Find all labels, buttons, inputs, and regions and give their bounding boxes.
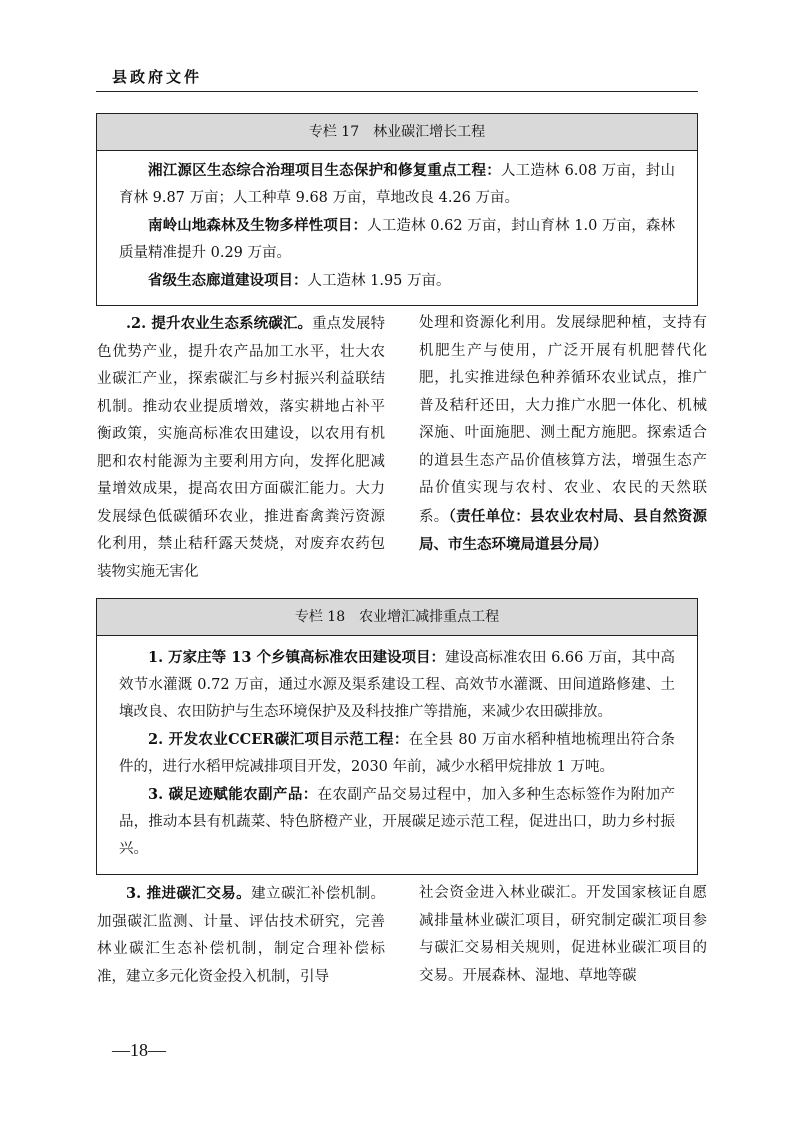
box-paragraph [119,157,675,212]
box-body [97,151,697,295]
box-paragraph [119,212,675,267]
body-column-right [419,310,707,560]
paragraph-lead: 2. 开发农业CCER碳汇项目示范工程： [148,731,409,748]
paragraph-text: 在农副产品交易过程中，加入多种生态标签作为附加产品，推动本县有机蔬菜、特色脐橙产业，开展碳足迹示范工程，促进出口，助力乡村振兴。 [119,787,675,857]
box-paragraph [119,644,675,726]
paragraph-text: 建设高标准农田 6.66 万亩，其中高效节水灌溉 0.72 万亩，通过水源及渠系建设工程、高效节水灌溉、田间道路修建、土壤改良、农田防护与生态环境保护及及科技推广等措施，来减少农田碳排放。 [119,650,675,720]
box-title: 专栏 18 农业增汇减排重点工程 [97,599,697,636]
box-title: 专栏 17 林业碳汇增长工程 [97,114,697,151]
column-box-17 [96,113,698,306]
box-paragraph [119,781,675,863]
paragraph-text: 建立碳汇补偿机制。加强碳汇监测、计量、评估技术研究，完善林业碳汇生态补偿机制，制定合理补偿标准，建立多元化资金投入机制，引导 [97,886,385,985]
paragraph-text: 人工造林 1.95 万亩。 [307,273,451,289]
page-number: —18— [112,1040,166,1060]
box-paragraph [119,726,675,781]
paragraph-text: 处理和资源化利用。发展绿肥种植，支持有机肥生产与使用，广泛开展有机肥替代化肥，扎实推进绿色种养循环农业试点，推广普及秸秆还田，大力推广水肥一体化、机械深施、叶面施肥、测土配方施肥。探索适合的道县生态产品价值核算方法，增强生态产品价值实现与农村、农业、农民的天然联系。 [419,315,707,525]
body-column-right [419,880,707,990]
header-title: 县政府文件 [112,68,203,86]
paragraph-lead: 湘江源区生态综合治理项目生态保护和修复重点工程： [148,162,501,179]
body-paragraph [97,880,385,991]
body-paragraph [97,310,385,586]
paragraph-lead: 南岭山地森林及生物多样性项目： [148,217,368,234]
body-paragraph [419,310,707,560]
paragraph-lead: 省级生态廊道建设项目： [148,272,308,289]
paragraph-text: 在全县 80 万亩水稻种植地梳理出符合条件的，进行水稻甲烷减排项目开发，2030 年前，减少水稻甲烷排放 1 万吨。 [119,732,676,775]
body-column-left [97,310,385,586]
paragraph-text: 人工造林 0.62 万亩，封山育林 1.0 万亩，森林质量精准提升 0.29 万亩。 [119,218,675,261]
section-heading: 3. 推进碳汇交易。 [126,885,252,902]
column-box-18 [96,598,698,875]
body-column-left [97,880,385,991]
body-paragraph [419,880,707,990]
paragraph-lead: 3. 碳足迹赋能农副产品： [148,786,318,803]
section-heading: .2. 提升农业生态系统碳汇。 [126,315,313,332]
paragraph-text: 人工造林 6.08 万亩，封山育林 9.87 万亩；人工种草 9.68 万亩，草地改良 4.26 万亩。 [119,163,675,206]
paragraph-lead: 1. 万家庄等 13 个乡镇高标准农田建设项目： [148,649,445,666]
paragraph-text: 重点发展特色优势产业，提升农产品加工水平，壮大农业碳汇产业，探索碳汇与乡村振兴利益联结机制。推动农业提质增效，落实耕地占补平衡政策，实施高标准农田建设，以农用有机肥和农村能源为主要利用方向，发挥化肥减量增效成果，提高农田方面碳汇能力。大力发展绿色低碳循环农业，推进畜禽粪污资源化利用，禁止秸秆露天焚烧，对废弃农药包装物实施无害化 [97,316,386,580]
box-paragraph [119,267,675,295]
paragraph-text: 社会资金进入林业碳汇。开发国家核证自愿减排量林业碳汇项目，研究制定碳汇项目参与碳汇交易相关规则，促进林业碳汇项目的交易。开展森林、湿地、草地等碳 [419,885,707,984]
header-rule [96,91,698,92]
box-body [97,636,697,863]
responsible-units: （责任单位：县农业农村局、县自然资源局、市生态环境局道县分局） [419,507,708,553]
